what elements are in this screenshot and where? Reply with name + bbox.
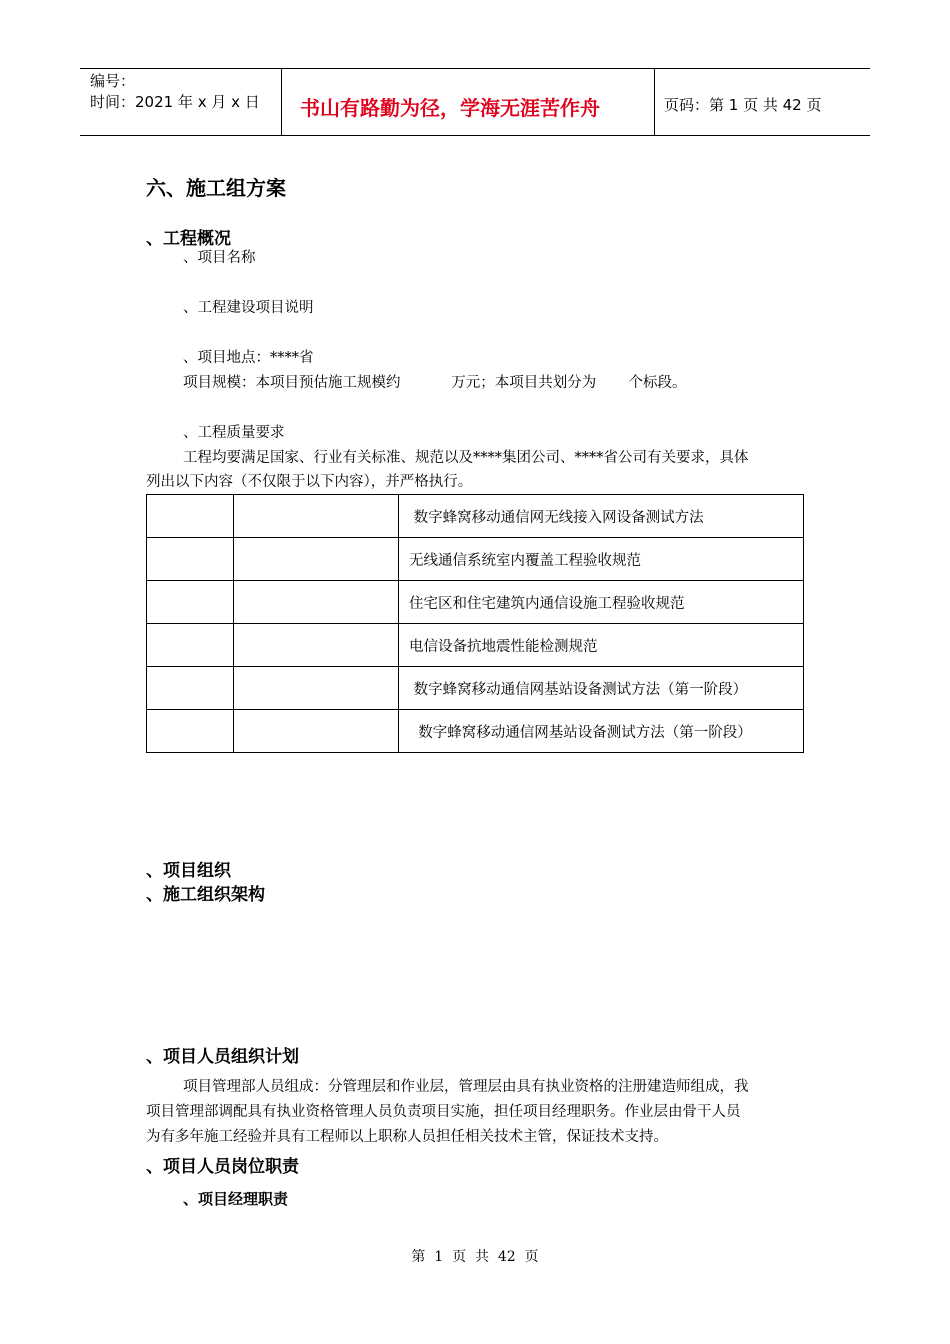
page-footer: 第 1 页 共 42 页: [411, 1249, 539, 1265]
standard-name-cell: 无线通信系统室内覆盖工程验收规范: [399, 538, 804, 581]
header-divider-left: [281, 68, 282, 136]
table-row: [147, 624, 804, 667]
table-cell: [234, 538, 399, 581]
section-heading-construction-org: 、施工组织架构: [146, 885, 265, 905]
table-row: [147, 667, 804, 710]
table-cell: [234, 495, 399, 538]
header-divider-right: [654, 68, 655, 136]
table-cell: [147, 667, 234, 710]
section-heading-project-org: 、项目组织: [146, 861, 231, 881]
table-cell: [147, 710, 234, 753]
header-motto: 书山有路勤为径，学海无涯苦作舟: [300, 96, 600, 120]
standard-name-cell: 数字蜂窝移动通信网基站设备测试方法（第一阶段）: [399, 667, 804, 710]
build-description-label: 、工程建设项目说明: [183, 300, 314, 316]
section-heading-duties: 、项目人员岗位职责: [146, 1157, 299, 1177]
project-location: 、项目地点：****省: [183, 350, 314, 366]
quality-text-line2: 列出以下内容（不仅限于以下内容），并严格执行。: [146, 474, 473, 490]
table-cell: [147, 624, 234, 667]
staff-text-line3: 为有多年施工经验并具有工程师以上职称人员担任相关技术主管，保证技术支持。: [146, 1129, 668, 1145]
table-cell: [147, 538, 234, 581]
table-cell: [234, 624, 399, 667]
table-cell: [234, 667, 399, 710]
table-row: [147, 495, 804, 538]
standard-name-cell: 数字蜂窝移动通信网无线接入网设备测试方法: [399, 495, 804, 538]
section-heading-staff-plan: 、项目人员组织计划: [146, 1047, 299, 1067]
section-heading-overview: 、工程概况: [146, 229, 231, 249]
project-name-label: 、项目名称: [183, 250, 256, 266]
table-cell: [147, 495, 234, 538]
header-page-label: 页码：第 1 页 共 42 页: [664, 96, 822, 114]
quality-heading: 、工程质量要求: [183, 425, 285, 441]
header-top-border: [80, 68, 870, 69]
header-number-label: 编号：: [90, 72, 136, 90]
project-scale: 项目规模：本项目预估施工规模约 万元；本项目共划分为 个标段。: [183, 375, 687, 391]
pm-duty-heading: 、项目经理职责: [183, 1190, 289, 1208]
table-cell: [147, 581, 234, 624]
staff-text-line1: 项目管理部人员组成：分管理层和作业层，管理层由具有执业资格的注册建造师组成，我: [183, 1079, 749, 1095]
quality-text-line1: 工程均要满足国家、行业有关标准、规范以及****集团公司、****省公司有关要求，具体: [183, 450, 749, 466]
table-row: [147, 710, 804, 753]
standards-table: [146, 494, 804, 753]
staff-text-line2: 项目管理部调配具有执业资格管理人员负责项目实施，担任项目经理职务。作业层由骨干人员: [146, 1104, 741, 1120]
page-title: 六、施工组方案: [146, 176, 286, 200]
standard-name-cell: 住宅区和住宅建筑内通信设施工程验收规范: [399, 581, 804, 624]
table-cell: [234, 581, 399, 624]
table-row: [147, 581, 804, 624]
table-row: [147, 538, 804, 581]
header-bottom-border: [80, 135, 870, 136]
standard-name-cell: 电信设备抗地震性能检测规范: [399, 624, 804, 667]
table-cell: [234, 710, 399, 753]
standard-name-cell: 数字蜂窝移动通信网基站设备测试方法（第一阶段）: [399, 710, 804, 753]
header-time-label: 时间：2021 年 x 月 x 日: [90, 93, 260, 111]
